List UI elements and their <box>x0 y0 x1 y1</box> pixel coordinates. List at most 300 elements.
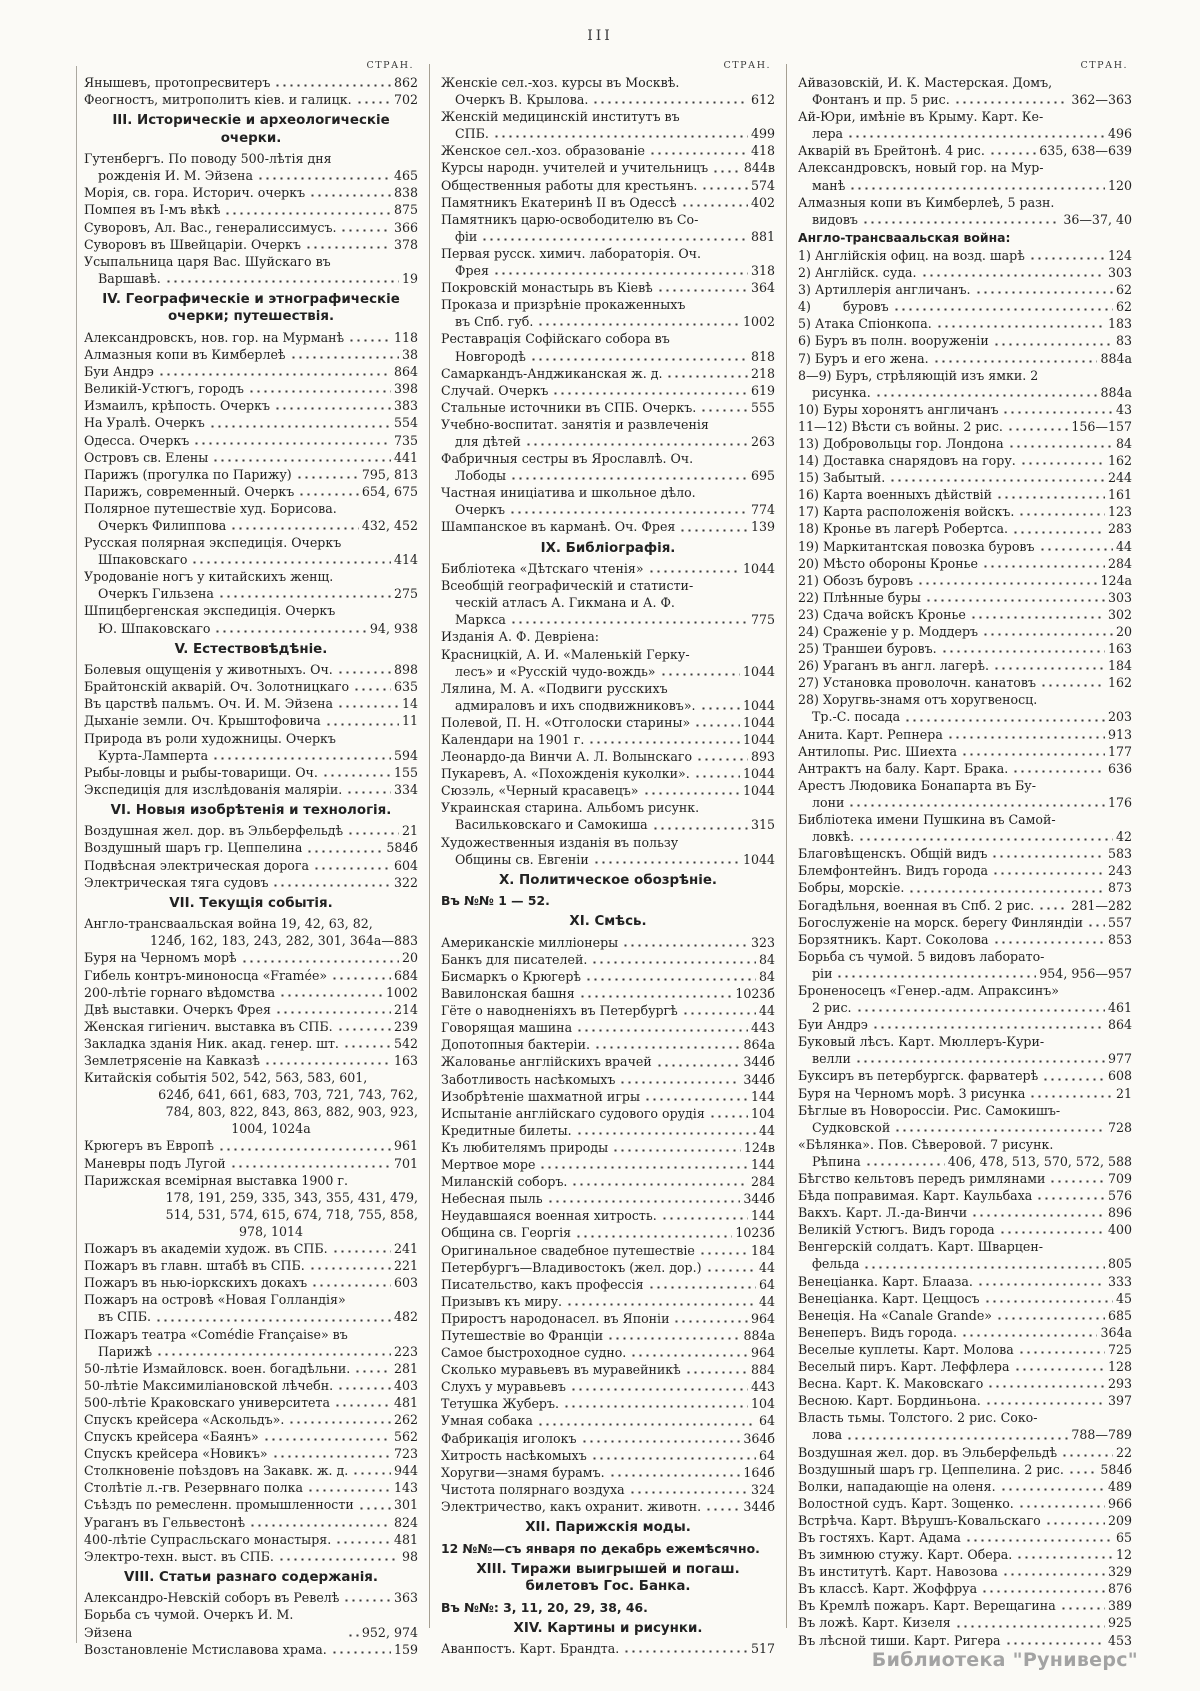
dot-leader <box>961 1334 1097 1337</box>
toc-entry <box>798 1221 1132 1238</box>
entry-text: Суворовъ, Ал. Вас., генералиссимусъ. <box>84 219 337 235</box>
page-number: 281 <box>393 1360 418 1376</box>
page-number: 1002 <box>742 314 775 330</box>
dot-leader <box>337 1028 391 1031</box>
entry-text: Аванпостъ. Карт. Брандта. <box>441 1641 620 1657</box>
toc-note: Англо-трансваальская война: <box>798 229 1011 245</box>
dot-leader <box>712 170 741 173</box>
dot-leader <box>847 135 1105 138</box>
entry-text: ловкѣ. <box>812 829 855 845</box>
page-number: 161 <box>1107 487 1132 503</box>
dot-leader <box>356 101 391 104</box>
toc-entry <box>441 1071 775 1088</box>
toc-entry <box>798 1392 1132 1409</box>
dot-leader <box>274 407 391 410</box>
page-number: 11 <box>401 713 418 729</box>
page-number: 1044 <box>742 731 775 747</box>
entry-text: Островъ св. Елены <box>84 449 209 465</box>
page-number: 1002 <box>385 984 418 1000</box>
toc-entry <box>441 628 775 645</box>
page-number: 964 <box>750 1310 775 1326</box>
entry-text: Полярное путешествіе худ. Борисова. <box>84 500 337 516</box>
dot-leader <box>343 1045 391 1048</box>
section-heading: V. Естествовѣдѣніе. <box>174 641 328 657</box>
entry-text: Писательство, какъ профессія <box>441 1276 644 1292</box>
page-number: 735 <box>393 432 418 448</box>
entry-text: Стальные источники въ СПБ. Очеркъ. <box>441 399 697 415</box>
toc-entry <box>798 1478 1132 1495</box>
toc-entry <box>441 1088 775 1105</box>
entry-text: Хитрость насѣкомыхъ <box>441 1447 587 1463</box>
page-number: 853 <box>1107 931 1132 947</box>
entry-text: Крюгеръ въ Европѣ <box>84 1138 214 1154</box>
toc-entry <box>798 691 1132 708</box>
page-number: 636 <box>1107 760 1132 776</box>
entry-text: Миланскій соборъ. <box>441 1174 568 1190</box>
toc-entry <box>441 1464 775 1481</box>
page-number: 64 <box>758 1447 775 1463</box>
entry-text: Буря на Черномъ морѣ <box>84 950 237 966</box>
folio-page-number: III <box>587 28 613 44</box>
entry-text: Случай. Очеркъ <box>441 382 549 398</box>
page-number: 1044 <box>742 766 775 782</box>
toc-entry <box>84 1496 418 1513</box>
page-number: 400 <box>1107 1222 1132 1238</box>
toc-entry <box>798 760 1132 777</box>
toc-entry <box>798 777 1132 794</box>
dot-leader <box>984 1300 1113 1303</box>
entry-text: фельда <box>812 1256 860 1272</box>
entry-text: 16) Карта военныхъ дѣйствій <box>798 487 993 503</box>
entry-text: Спускъ крейсера «Аскольдъ». <box>84 1411 285 1427</box>
entry-text: 7) Буръ и его жена. <box>798 350 929 366</box>
entry-text: Весна. Карт. К. Маковскаго <box>798 1376 984 1392</box>
dot-leader <box>592 101 748 104</box>
dot-leader <box>705 1508 740 1511</box>
toc-entry <box>441 177 775 194</box>
entry-text: лера <box>812 126 844 142</box>
page-number: 496 <box>1107 126 1132 142</box>
entry-text: Венгерскій солдатъ. Карт. Шварцен- <box>798 1239 1043 1255</box>
page-number: 1044 <box>742 851 775 867</box>
toc-entry <box>84 1240 418 1257</box>
dot-leader <box>862 221 1060 224</box>
page-number: 383 <box>393 398 418 414</box>
toc-entry <box>441 330 775 347</box>
toc-entry <box>84 397 418 414</box>
entry-text: Ай-Юри, имѣніе въ Крыму. Карт. Ке- <box>798 109 1044 125</box>
dot-leader <box>272 1455 391 1458</box>
page-number: 362—363 <box>1071 92 1132 108</box>
dot-leader <box>709 1115 748 1118</box>
toc-entry <box>84 1257 418 1274</box>
dot-leader <box>155 1319 391 1322</box>
entry-text: Борьба съ чумой. 5 видовъ лаборато- <box>798 948 1045 964</box>
dot-leader <box>991 855 1105 858</box>
entry-text: Власть тьмы. Толстого. 2 рис. Соко- <box>798 1410 1038 1426</box>
toc-entry <box>441 1498 775 1515</box>
entry-text: Призывъ къ миру. <box>441 1293 562 1309</box>
dot-leader <box>982 633 1113 636</box>
toc-entry <box>84 1462 418 1479</box>
page-number: 397 <box>1107 1393 1132 1409</box>
dot-leader <box>279 994 383 997</box>
page-number: 884а <box>743 1327 775 1343</box>
page-number: 36—37, 40 <box>1063 211 1132 227</box>
entry-text: 21) Обозъ буровъ <box>798 572 914 588</box>
dot-leader <box>591 1457 756 1460</box>
toc-entry <box>84 1172 418 1189</box>
library-watermark: Библиотека "Руниверс" <box>871 1649 1138 1671</box>
toc-entry <box>441 399 775 416</box>
entry-text: Блемфонтейнъ. Видъ города <box>798 863 989 879</box>
toc-entry <box>798 1375 1132 1392</box>
page-number: 884а <box>1100 384 1132 400</box>
page-number: 619 <box>750 382 775 398</box>
entry-text: Пожаръ въ академіи худож. въ СПБ. <box>84 1241 328 1257</box>
dot-leader <box>925 599 1105 602</box>
toc-entry <box>441 108 775 125</box>
page-number: 603 <box>393 1275 418 1291</box>
page-number: 19 <box>401 270 418 286</box>
page-number: 214 <box>393 1001 418 1017</box>
toc-entry <box>798 1290 1132 1307</box>
entry-text: Воздушная жел. дор. въ Эльберфельдѣ <box>84 823 344 839</box>
toc-entry <box>441 1019 775 1036</box>
toc-entry <box>441 577 775 594</box>
toc-entry <box>798 401 1132 418</box>
entry-text: 28) Хоругвь-знамя отъ хоругвеносц. <box>798 692 1038 708</box>
page-number: 954, 956—957 <box>1039 965 1132 981</box>
toc-entry <box>798 879 1132 896</box>
entry-text: лони <box>812 794 845 810</box>
entry-text: Неудавшаяся военная хитрость. <box>441 1208 657 1224</box>
page-number: 84 <box>1115 435 1132 451</box>
dot-leader <box>493 272 748 275</box>
entry-text: въ Спб. губ. <box>455 314 534 330</box>
toc-entry-continuation <box>84 551 418 568</box>
page-number: 876 <box>1107 1581 1132 1597</box>
entry-text: Бѣглые въ Новороссіи. Рис. Самокишъ- <box>798 1102 1061 1118</box>
toc-entry <box>84 483 418 500</box>
page-number: 838 <box>393 185 418 201</box>
entry-text: 50-лѣтіе Максимиліановской лѣчебн. <box>84 1377 334 1393</box>
entry-text: Покровскій монастырь въ Кіевѣ <box>441 280 653 296</box>
dot-leader <box>1002 1573 1105 1576</box>
dot-leader <box>894 1129 1105 1132</box>
section-heading: VI. Новыя изобрѣтенія и технологія. <box>110 802 392 818</box>
entry-text: Ураганъ въ Гельвестонѣ <box>84 1514 246 1530</box>
entry-text: Столѣтіе л.-гв. Резервнаго полка <box>84 1480 304 1496</box>
dot-leader <box>552 392 748 395</box>
toc-entry <box>441 1224 775 1241</box>
entry-text: Встрѣча. Карт. Вѣрушъ-Ковальскаго <box>798 1512 1041 1528</box>
toc-entry <box>84 1548 418 1565</box>
page-number: 322 <box>393 874 418 890</box>
page-number: 562 <box>393 1429 418 1445</box>
toc-entry <box>798 194 1132 211</box>
entry-text: Парижъ, современный. Очеркъ <box>84 483 295 499</box>
dot-leader <box>1000 1488 1105 1491</box>
toc-entry <box>798 1563 1132 1580</box>
page-number: 344б <box>743 1071 775 1087</box>
entry-text: Усыпальница царя Вас. Шуйскаго въ <box>84 253 331 269</box>
page-number: 303 <box>1107 589 1132 605</box>
page-number: 333 <box>1107 1273 1132 1289</box>
entry-text: Александро-Невскій соборъ въ Ревелѣ <box>84 1590 340 1606</box>
entry-text: 5) Атака Спіонкопа. <box>798 316 932 332</box>
entry-text: Женскіе сел.-хоз. курсы въ Москвѣ. <box>441 75 680 90</box>
toc-entry <box>84 730 418 747</box>
entry-text: Электро-техн. выст. въ СПБ. <box>84 1548 274 1564</box>
toc-entry <box>798 743 1132 760</box>
toc-entry <box>84 363 418 380</box>
dot-leader <box>224 212 391 215</box>
dot-leader <box>347 1634 359 1637</box>
toc-entry-continuation <box>798 1050 1132 1067</box>
toc-entry <box>441 714 775 731</box>
toc-entry <box>798 1632 1132 1649</box>
page-number: 881 <box>750 228 775 244</box>
page-number: 1044 <box>742 714 775 730</box>
entry-text: Ю. Шпаковскаго <box>98 620 211 636</box>
entry-text: Самаркандъ-Анджиканская ж. д. <box>441 365 663 381</box>
toc-entry <box>798 1461 1132 1478</box>
dot-leader <box>849 187 1105 190</box>
entry-text: Суворовъ въ Швейцаріи. Очеркъ <box>84 236 302 252</box>
entry-text: СПБ. <box>455 126 489 142</box>
entry-text: Женская гигіенич. выставка въ СПБ. <box>84 1018 333 1034</box>
dot-leader <box>648 570 740 573</box>
page-number: 139 <box>750 519 775 535</box>
page-number: 862 <box>393 75 418 90</box>
toc-entry <box>441 450 775 467</box>
section-heading: III. Историческіе и археологическіе очерки. <box>112 113 390 146</box>
toc-entry <box>84 661 418 678</box>
toc-entry <box>798 1580 1132 1597</box>
toc-entry <box>798 1341 1132 1358</box>
toc-entry <box>84 74 418 91</box>
toc-entry <box>798 264 1132 281</box>
toc-entry <box>84 449 418 466</box>
toc-entry <box>798 1546 1132 1563</box>
page-number: 574 <box>750 177 775 193</box>
dot-leader <box>288 1421 391 1424</box>
dot-leader <box>493 135 748 138</box>
dot-leader <box>537 323 740 326</box>
entry-text: Украинская старина. Альбомъ рисунк. <box>441 800 700 816</box>
entry-text: Маркса <box>455 612 506 628</box>
page-number: 38 <box>401 347 418 363</box>
page-number: 795, 813 <box>361 466 418 482</box>
entry-text: Изданія А. Ф. Девріена: <box>441 629 599 645</box>
dot-leader <box>591 961 756 964</box>
page-number: 323 <box>750 934 775 950</box>
dot-leader <box>1012 770 1105 773</box>
entry-text: Воздушная жел. дор. въ Эльберфельдѣ <box>798 1444 1058 1460</box>
dot-leader <box>875 394 1098 397</box>
toc-entry <box>798 74 1132 91</box>
toc-entry <box>84 1035 418 1052</box>
page-number: 21 <box>401 823 418 839</box>
dot-leader <box>509 511 748 514</box>
dot-leader <box>593 861 740 864</box>
toc-entry-continuation <box>798 211 1132 228</box>
dot-leader <box>706 1269 756 1272</box>
dot-leader <box>353 688 391 691</box>
dot-leader <box>985 1402 1105 1405</box>
toc-entry-continuation <box>84 1343 418 1360</box>
dot-leader <box>904 719 1105 722</box>
dot-leader <box>1045 1522 1105 1525</box>
toc-entry <box>798 1016 1132 1033</box>
toc-entry <box>441 279 775 296</box>
dot-leader <box>214 630 366 633</box>
dot-leader <box>917 582 1097 585</box>
toc-entry <box>798 332 1132 349</box>
entry-text: Всеобщій географическій и статисти- <box>441 578 694 594</box>
dot-leader <box>872 1026 1105 1029</box>
toc-entry <box>441 194 775 211</box>
page-number: 239 <box>393 1018 418 1034</box>
toc-entry <box>84 500 418 517</box>
entry-text: Дыханіе земли. Оч. Крыштофовича <box>84 713 321 729</box>
entry-text: 13) Добровольцы гор. Лондона <box>798 435 1004 451</box>
entry-text: рожденія И. М. Эйзена <box>98 168 253 184</box>
toc-entry <box>798 435 1132 452</box>
index-content <box>84 60 1136 1658</box>
page-number: 284 <box>750 1174 775 1190</box>
toc-entry <box>441 1447 775 1464</box>
entry-text: 8—9) Буръ, стрѣляющій изъ ямки. 2 <box>798 367 1039 383</box>
toc-entry-continuation <box>441 348 775 365</box>
entry-text: Небесная пыль <box>441 1191 543 1207</box>
entry-text: 14) Доставка снарядовъ на гору. <box>798 453 1016 469</box>
page-number: 344б <box>743 1191 775 1207</box>
page-number: 576 <box>1107 1188 1132 1204</box>
section-heading: X. Политическое обозрѣніе. <box>498 872 718 888</box>
page-number: 104 <box>750 1396 775 1412</box>
entry-text: 19) Маркитантская повозка буровъ <box>798 538 1035 554</box>
page-number: 123 <box>1107 504 1132 520</box>
toc-entry-continuation <box>798 125 1132 142</box>
toc-entry-continuation <box>798 999 1132 1016</box>
entry-text: фіи <box>455 228 478 244</box>
page-number: 275 <box>393 586 418 602</box>
entry-text: Экспедиція для изслѣдованія маляріи. <box>84 781 343 797</box>
dot-leader <box>275 1011 391 1014</box>
dot-leader <box>977 1283 1105 1286</box>
entry-text: Китайскія событія 502, 542, 563, 583, 601, <box>84 1070 368 1086</box>
toc-entry-continuation <box>84 585 418 602</box>
toc-entry <box>441 951 775 968</box>
entry-text: Въ гостяхъ. Карт. Адама <box>798 1529 961 1545</box>
toc-entry-continuation <box>441 228 775 245</box>
dot-leader <box>996 1317 1105 1320</box>
toc-entry <box>84 1606 418 1640</box>
entry-text: Рѣпина <box>812 1153 861 1169</box>
page-number: 896 <box>1107 1205 1132 1221</box>
toc-entry-continuation <box>798 1426 1132 1443</box>
page-number: 898 <box>393 662 418 678</box>
entry-text: Весною. Карт. Бординьона. <box>798 1393 981 1409</box>
toc-entry <box>441 518 775 535</box>
toc-entry <box>84 1052 418 1069</box>
dot-leader <box>965 1539 1113 1542</box>
page-number: 164б <box>743 1464 775 1480</box>
page-number: 461 <box>1107 1000 1132 1016</box>
entry-text: 25) Траншеи буровъ. <box>798 641 937 657</box>
page-number: 893 <box>750 749 775 765</box>
dot-leader <box>1029 257 1105 260</box>
toc-entry <box>84 414 418 431</box>
page-number: 884 <box>750 1362 775 1378</box>
page-number: 378 <box>393 236 418 252</box>
entry-text: 2) Англійск. суда. <box>798 265 917 281</box>
toc-entry <box>84 1377 418 1394</box>
entry-text: адмираловъ и ихъ сподвижниковъ». <box>455 697 696 713</box>
page-number: 162 <box>1107 675 1132 691</box>
entry-text: Первая русск. химич. лабораторія. Оч. <box>441 245 702 261</box>
page-number: 366 <box>393 219 418 235</box>
entry-text: Говорящая машина <box>441 1020 573 1036</box>
dot-leader <box>307 1489 391 1492</box>
page-number: 20 <box>401 950 418 966</box>
page-number: 65 <box>1115 1529 1132 1545</box>
dot-leader <box>1018 1351 1105 1354</box>
page-number: 64 <box>758 1276 775 1292</box>
page-number: 774 <box>750 502 775 518</box>
dot-leader <box>660 673 740 676</box>
entry-text: Воздушный шаръ гр. Цеппелина <box>84 840 303 856</box>
dot-leader <box>325 723 399 726</box>
dot-leader <box>700 409 748 412</box>
entry-text: Новгородѣ <box>455 348 526 364</box>
entry-text: видовъ <box>812 211 858 227</box>
toc-entry <box>84 346 418 363</box>
column-3 <box>798 60 1132 1658</box>
toc-entry <box>441 1173 775 1190</box>
dot-leader <box>921 274 1105 277</box>
entry-text: Волки, нападающіе на оленя. <box>798 1478 996 1494</box>
page-number: 144 <box>750 1157 775 1173</box>
entry-text: Природа въ роли художницы. Очеркъ <box>84 730 336 746</box>
entry-text: Двѣ выставки. Очеркъ Фрея <box>84 1001 271 1017</box>
toc-entry <box>441 382 775 399</box>
toc-entry <box>441 1430 775 1447</box>
entry-text: Шпицбергенская экспедиція. Очеркъ <box>84 603 336 619</box>
column-divider-1 <box>429 64 430 1628</box>
entry-text: Пожаръ на островѣ «Новая Голландія» <box>84 1292 346 1308</box>
entry-text: Путешествіе во Франціи <box>441 1327 604 1343</box>
page-number: 364 <box>750 280 775 296</box>
entry-text: Въ царствѣ пальмъ. Оч. И. М. Эйзена <box>84 696 334 712</box>
entry-text: 17) Карта расположенія войскъ. <box>798 504 1015 520</box>
dot-leader <box>657 289 748 292</box>
page-number: 183 <box>1107 316 1132 332</box>
page-number: 84 <box>758 969 775 984</box>
dot-leader <box>264 1062 391 1065</box>
dot-leader <box>609 1474 741 1477</box>
entry-text: Фабрикація иголокъ <box>441 1430 577 1446</box>
toc-entry <box>84 466 418 483</box>
dot-leader <box>290 356 399 359</box>
toc-entry <box>84 219 418 236</box>
entry-text: Умная собака <box>441 1413 533 1429</box>
page-number: 775 <box>750 612 775 628</box>
toc-entry-continuation <box>441 697 775 714</box>
entry-text: Буи Андрэ <box>84 364 154 380</box>
